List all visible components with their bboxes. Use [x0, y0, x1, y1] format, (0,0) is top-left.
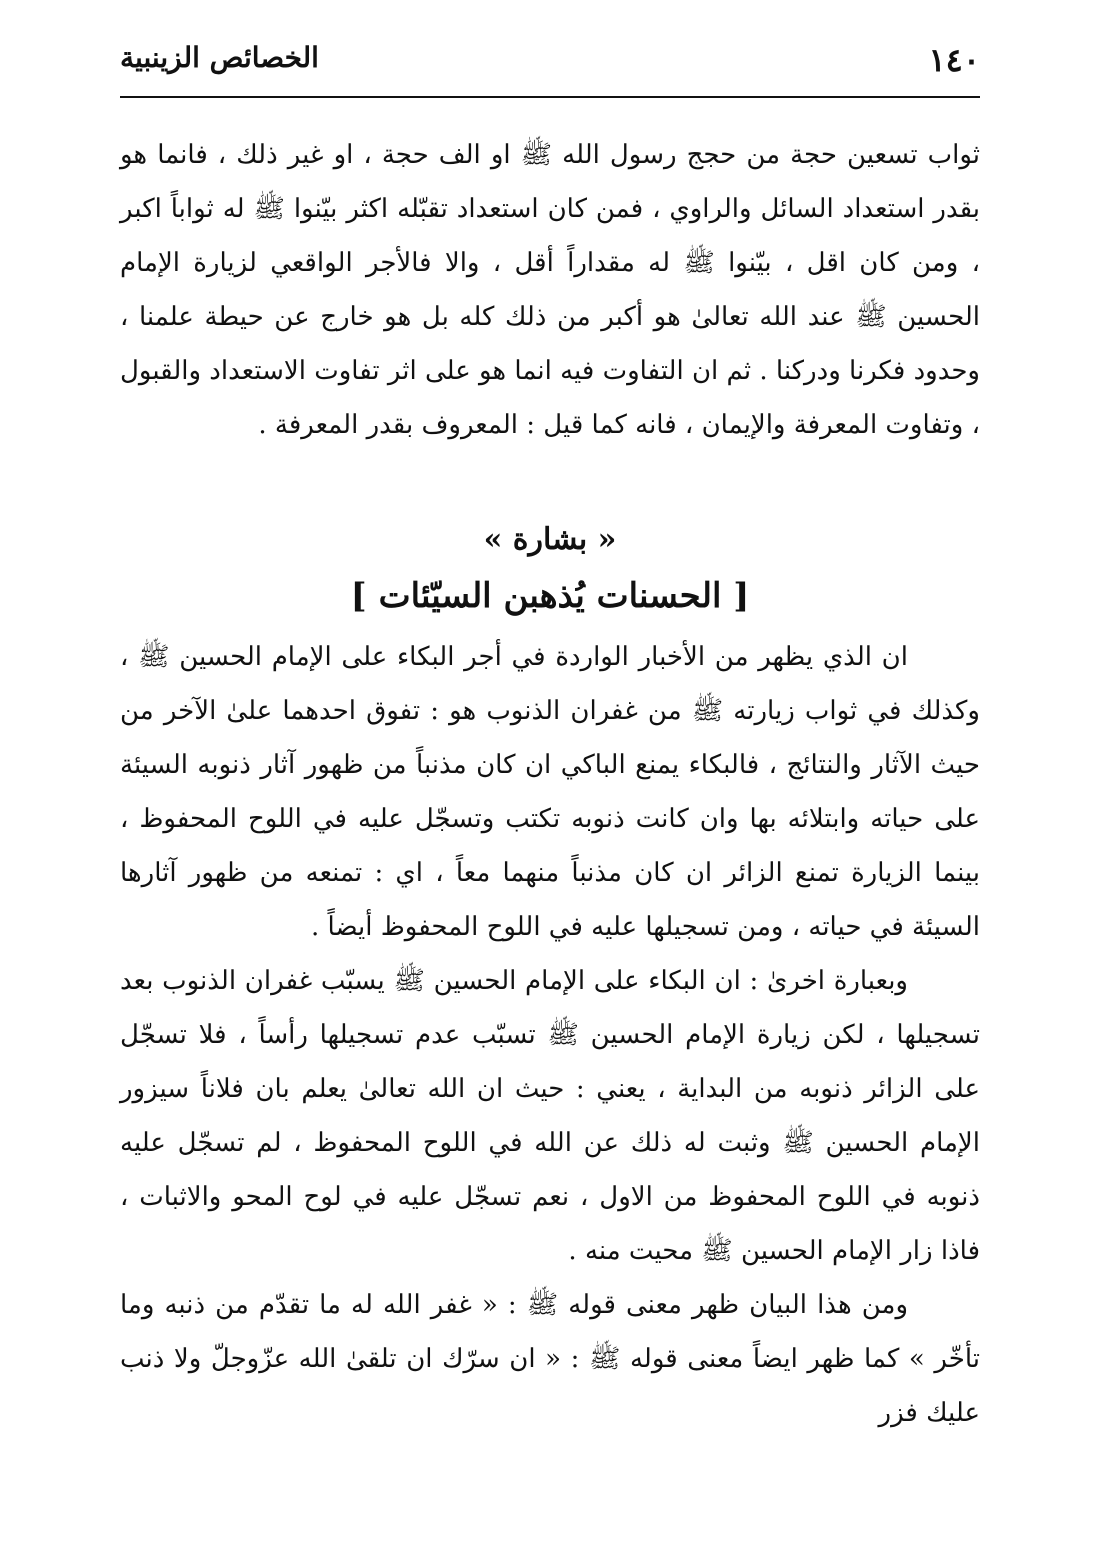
section-heading: « بشارة »: [483, 522, 617, 557]
intro-text-block: [120, 128, 980, 452]
page-number: ١٤٠: [928, 41, 980, 79]
section-subheading: [ الحسنات يُذهبن السيّئات ]: [350, 576, 750, 616]
paragraph-three: ومن هذا البيان ظهر معنى قوله ﷺ : « غفر الله له ما تقدّم من ذنبه وما تأخّر » كما ظهر ايضاً معنى قوله ﷺ : « ان سرّك ان تلقىٰ الله عزّوجلّ ولا ذنب عليك فزر: [120, 1290, 980, 1428]
running-title: الخصائص الزينبية: [120, 41, 319, 74]
section-text-block: [120, 630, 980, 1440]
paragraph-two: وبعبارة اخرىٰ : ان البكاء على الإمام الحسين ﷺ يسبّب غفران الذنوب بعد تسجيلها ، لكن زيارة الإمام الحسين ﷺ تسبّب عدم تسجيلها رأساً ، فلا تسجّل على الزائر ذنوبه من البداية ، يعني : حيث ان الله تعالىٰ يعلم بان فلاناً سيزور الإمام الحسين ﷺ وثبت له ذلك عن الله في اللوح المحفوظ ، لم تسجّل عليه ذنوبه في اللوح المحفوظ من الاول ، نعم تسجّل عليه في لوح المحو والاثبات ، فاذا زار الإمام الحسين ﷺ محيت منه .: [120, 966, 980, 1266]
intro-paragraph: ثواب تسعين حجة من حجج رسول الله ﷺ او الف حجة ، او غير ذلك ، فانما هو بقدر استعداد السائل والراوي ، فمن كان استعداد تقبّله اكثر بيّنوا ﷺ له ثواباً اكبر ، ومن كان اقل ، بيّنوا ﷺ له مقداراً أقل ، والا فالأجر الواقعي لزيارة الإمام الحسين ﷺ عند الله تعالىٰ هو أكبر من ذلك كله بل هو خارج عن حيطة علمنا ، وحدود فكرنا ودركنا . ثم ان التفاوت فيه انما هو على اثر تفاوت الاستعداد والقبول ، وتفاوت المعرفة والإيمان ، فانه كما قيل : المعروف بقدر المعرفة .: [120, 140, 980, 440]
running-header: [120, 36, 980, 92]
paragraph-one: ان الذي يظهر من الأخبار الواردة في أجر البكاء على الإمام الحسين ﷺ ، وكذلك في ثواب زيارته ﷺ من غفران الذنوب هو : تفوق احدهما علىٰ الآخر من حيث الآثار والنتائج ، فالبكاء يمنع الباكي ان كان مذنباً من ظهور آثار ذنوبه السيئة على حياته وابتلائه بها وان كانت ذنوبه تكتب وتسجّل عليه في اللوح المحفوظ ، بينما الزيارة تمنع الزائر ان كان مذنباً منهما معاً ، اي : تمنعه من ظهور آثارها السيئة في حياته ، ومن تسجيلها عليه في اللوح المحفوظ أيضاً .: [120, 642, 980, 942]
header-rule: [120, 96, 980, 98]
